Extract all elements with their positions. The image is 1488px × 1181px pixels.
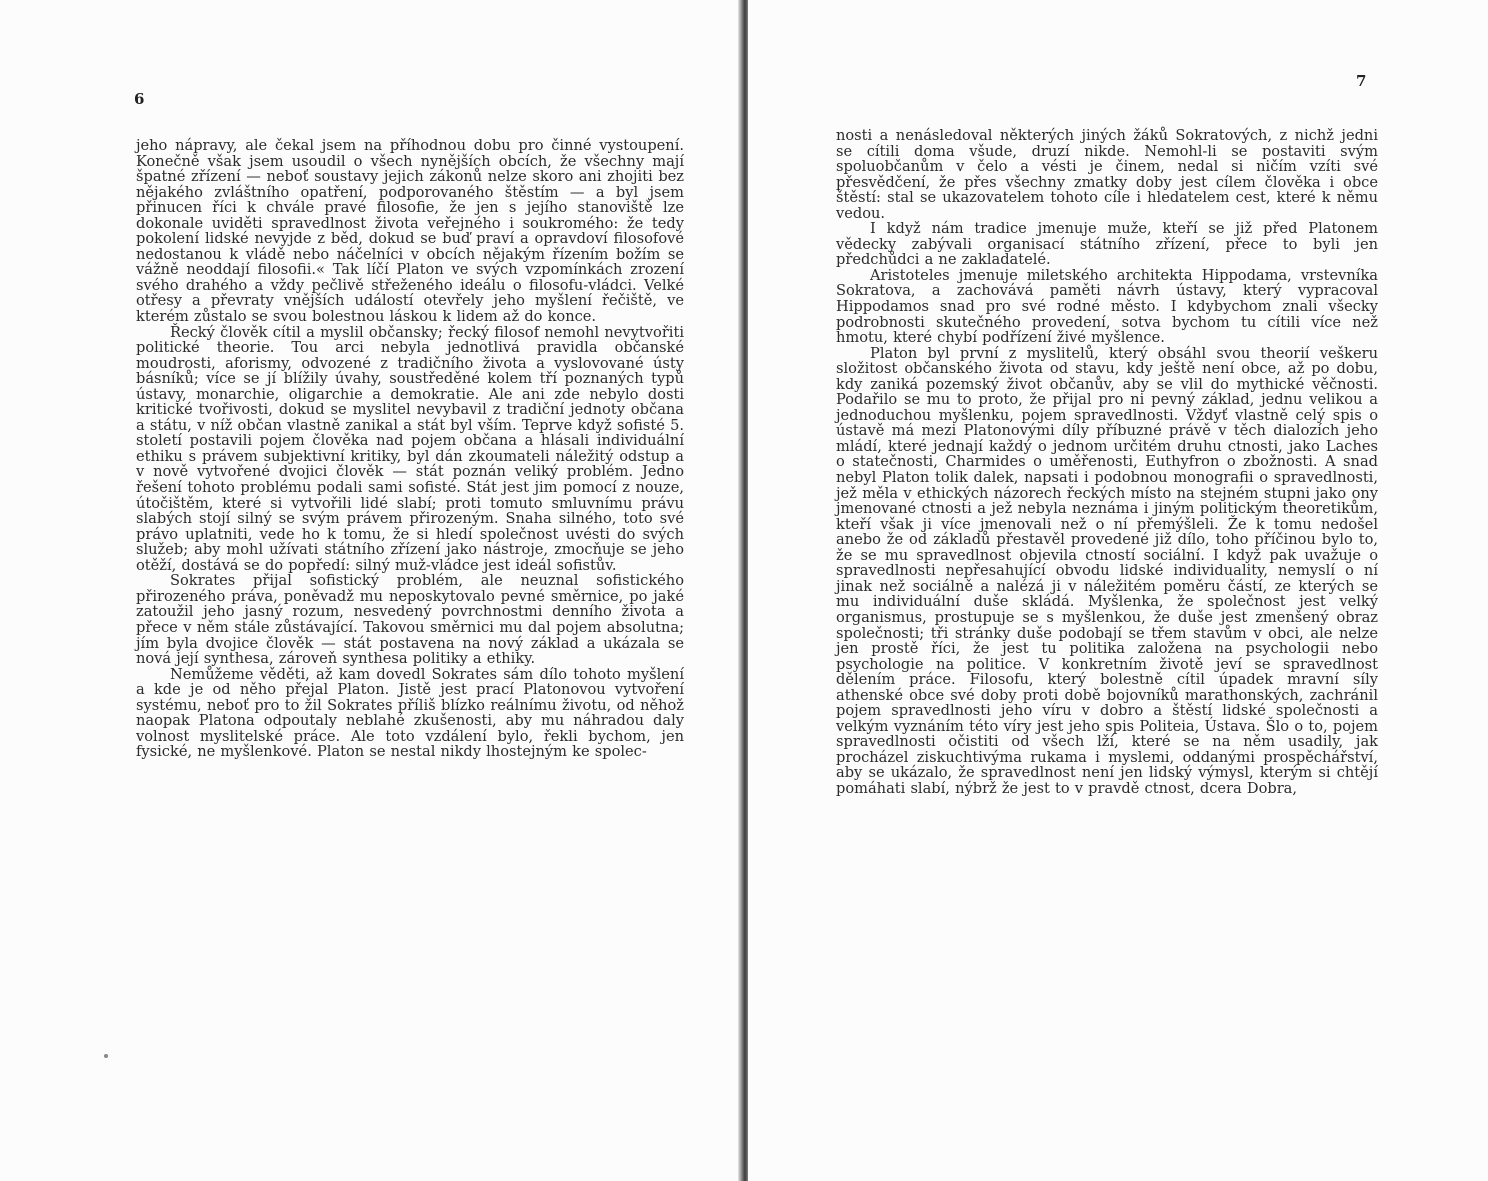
paragraph: I když nám tradice jmenuje muže, kteří se již před Platonem vědecky zabývali organisací státního zřízení, přece to byli jen předchůdci a ne zakladatelé.: [836, 220, 1378, 269]
paragraph: Platon byl první z myslitelů, který obsáhl svou theorií veškeru složitost občanského života od stavu, kdy ještě není obce, až po dobu, kdy zaniká pozemský život občanův, aby se vlil do mythické věčnosti. Podařilo se mu to proto, že přijal pro ni pevný základ, jednu velikou a jednoduchou myšlenku, pojem spravedlnosti. Vždyť vlastně celý spis o ústavě má mezi Platonovými díly příbuzné právě v těch dialozích jeho mládí, které jednají každý o jednom určitém druhu ctnosti, jako Laches o statečnosti, Charmides o uměřenosti, Euthyfron o zbožnosti. A snad nebyl Platon tolik dalek, napsati i podobnou monografii o spravedlnosti, jež měla v ethických názorech řeckých místo na stejném stupni jako ony jmenované ctnosti a jež nebyla neznáma i jiným politickým theoretikům, kteří však ji více jmenovali než o ní přemýšleli. Že k tomu nedošel anebo že od základů přestavěl provedené již dílo, toho příčinou bylo to, že se mu spravedlnost objevila ctností sociální. I když pak uvažuje o spravedlnosti nepřesahující obvodu lidské individuality, nemyslí o ní jinak než sociálně a nalézá ji v náležitém poměru částí, ze kterých se mu individuální duše skládá. Myšlenka, že společnost jest velký organismus, prostupuje se s myšlenkou, že duše jest zmenšený obraz společnosti; tři stránky duše podobají se třem stavům v obci, ale nelze jen prostě říci, že jest tu politika založena na psychologii nebo psychologie na politice. V konkretním životě jeví se spravedlnost dělením práce. Filosofu, který bolestně cítil úpadek mravní síly athenské obce své doby proti době bojovníků marathonských, zachránil pojem spravedlnosti jeho víru v dobro a štěstí lidské společnosti a velkým vyznáním této víry jest jeho spis Politeia, Ústava. Šlo o to, pojem spravedlnosti očistiti od všech lží, které se na něm usadily, jak procházel ziskuchtivýma rukama i myslemi, oddanými prospěchářství, aby se ukázalo, že spravedlnost není jen lidský výmysl, kterým si chtějí pomáhati slabí, nýbrž že jest to v pravdě ctnost, dcera Dobra,: [836, 344, 1378, 797]
paragraph: Aristoteles jmenuje miletského architekta Hippodama, vrstevníka Sokratova, a zachovává paměti návrh ústavy, který vypracoval Hippodamos snad pro své rodné město. I kdybychom znali všecky podrobnosti skutečného provedení, sotva bychom tu cítili více než hmotu, které chybí podřízení živé myšlence.: [836, 266, 1378, 347]
paragraph: Nemůžeme věděti, až kam dovedl Sokrates sám dílo tohoto myšlení a kde je od něho přejal Platon. Jistě jest prací Platonovou vytvoření systému, neboť pro to žil Sokrates příliš blízko reálnímu životu, od něhož naopak Platona odpoutaly neblahé zkušenosti, aby mu náhradou daly volnost myslitelské práce. Ale toto vzdálení bylo, řekli bychom, jen fysické, ne myšlenkové. Platon se nestal nikdy lhostejným ke spolec-: [136, 665, 684, 761]
paper-speck: [104, 1054, 108, 1058]
page-number: 7: [1356, 72, 1367, 90]
paragraph: Řecký člověk cítil a myslil občansky; řecký filosof nemohl nevytvořiti politické theorie. Tou arci nebyla jednotlivá pravidla občanské moudrosti, aforismy, odvozené z tradičního života a vyslovované ústy básníků; více se jí blížily úvahy, soustředěné kolem tří poznaných typů ústavy, monarchie, oligarchie a demokratie. Ale ani zde nebylo dosti kritické tvořivosti, dokud se myslitel nevybavil z tradiční jednoty občana a státu, v níž občan vlastně zanikal a stát byl vším. Teprve když sofisté 5. století postavili pojem člověka nad pojem občana a hlásali individuální ethiku s právem subjektivní kritiky, byl dán zkoumateli náležitý odstup a v nově vytvořené dvojici člověk — stát poznán veliký problém. Jedno řešení tohoto problému podali sami sofisté. Stát jest jim pomocí z nouze, útočištěm, které si vytvořili lidé slabí; proti tomuto smluvnímu právu slabých stojí silný se svým právem přirozeným. Snaha silného, toto své právo uplatniti, vede ho k tomu, že si hledí společnost uvésti do svých služeb; aby mohl užívati státního zřízení jako nástroje, zmocňuje se jeho otěží, dostává se do popředí: silný muž-vládce jest ideál sofistův.: [136, 323, 684, 574]
paragraph: nosti a nenásledoval některých jiných žáků Sokratových, z nichž jedni se cítili doma všude, druzí nikde. Nemohl-li se postaviti svým spoluobčanům v čelo a vésti je činem, nedal si ničím vzíti své přesvědčení, že přes všechny zmatky doby jest cílem člověka i obce štěstí: stal se ukazovatelem tohoto cíle i hledatelem cest, které k němu vedou.: [836, 127, 1378, 222]
paragraph: Sokrates přijal sofistický problém, ale neuznal sofistického přirozeného práva, poněvadž mu neposkytovalo pevné směrnice, po jaké zatoužil jeho jasný rozum, nesvedený povrchnostmi denního života a přece v něm stále zůstávající. Takovou směrnici mu dal pojem absolutna; jím byla dvojice člověk — stát postavena na nový základ a ukázala se nová její synthesa, zároveň synthesa politiky a ethiky.: [136, 572, 684, 668]
right-page: [748, 0, 1488, 1181]
right-page-text: [836, 128, 1378, 797]
left-page-text: [136, 138, 684, 760]
left-page: [0, 0, 742, 1181]
page-number: 6: [134, 90, 145, 108]
paragraph: jeho nápravy, ale čekal jsem na příhodnou dobu pro činné vystoupení. Konečně však jsem usoudil o všech nynějších obcích, že všechny mají špatné zřízení — neboť soustavy jejich zákonů nelze skoro ani zhojiti bez nějakého zvláštního opatření, podporovaného štěstím — a byl jsem přinucen říci k chvále pravé filosofie, že jen s jejího stanoviště lze dokonale uviděti spravedlnost života veřejného i soukromého: že tedy pokolení lidské nevyjde z běd, dokud se buď praví a opravdoví filosofové nedostanou k vládě nebo náčelníci v obcích nějakým řízením božím se vážně neoddají filosofii.« Tak líčí Platon ve svých vzpomínkách zrození svého drahého a vždy pečlivě střeženého ideálu o filosofu-vládci. Velké otřesy a převraty vnějších událostí otevřely jeho myšlení řečiště, ve kterém zůstalo se svou bolestnou láskou k lidem až do konce.: [136, 137, 684, 326]
